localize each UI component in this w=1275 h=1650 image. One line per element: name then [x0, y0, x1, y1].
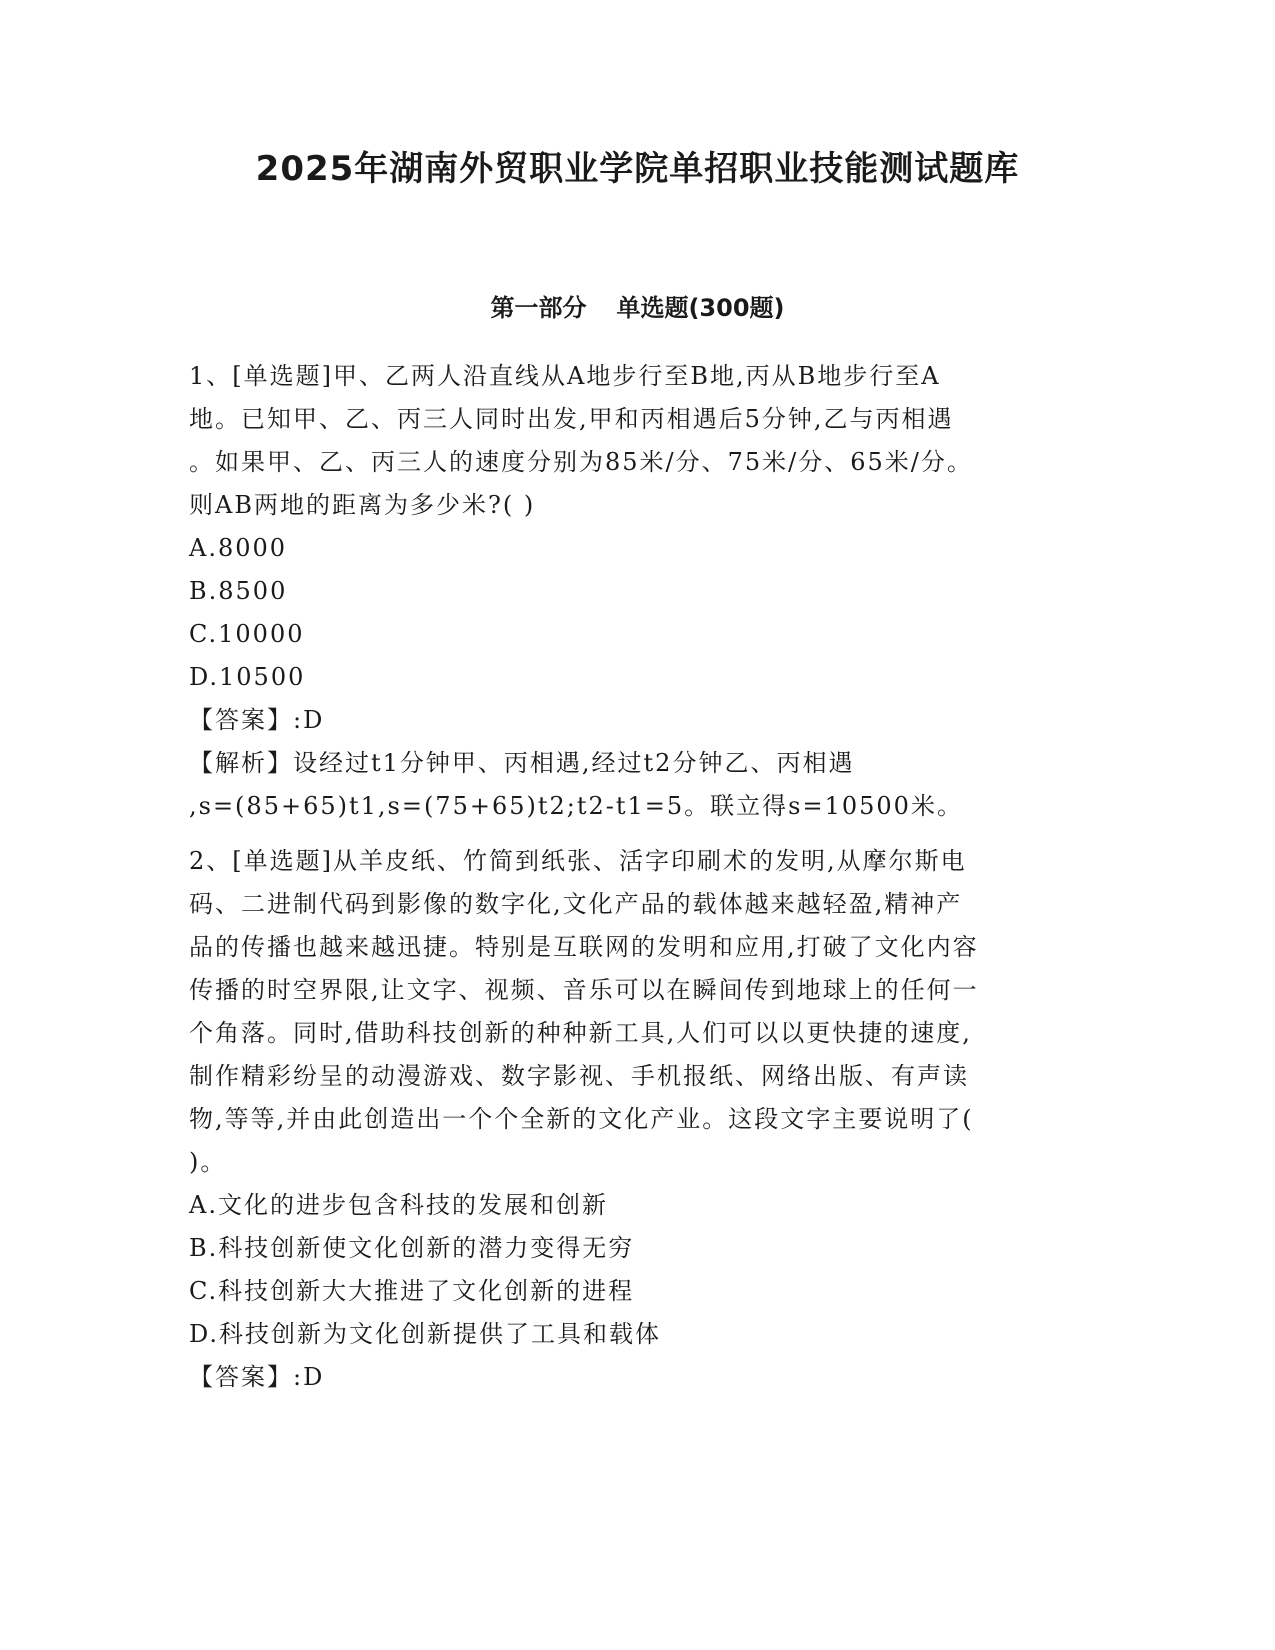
document-title: 2025年湖南外贸职业学院单招职业技能测试题库	[255, 149, 1020, 189]
explanation-line: ,s=(85+65)t1,s=(75+65)t2;t2-t1=5。联立得s=10500米。	[189, 792, 963, 820]
option-d: D.10500	[189, 663, 306, 691]
answer-label: 【答案】	[189, 1363, 293, 1391]
question-list	[189, 355, 1089, 1399]
option-b: B.科技创新使文化创新的潜力变得无穷	[189, 1234, 635, 1262]
answer-label: 【答案】	[189, 706, 293, 734]
option-c: C.10000	[189, 620, 305, 648]
question-2	[189, 840, 1089, 1399]
section-part: 第一部分	[490, 294, 587, 322]
option-c: C.科技创新大大推进了文化创新的进程	[189, 1277, 635, 1305]
answer-line	[189, 699, 1089, 742]
question-stem-line: 2、[单选题]从羊皮纸、竹简到纸张、活字印刷术的发明,从摩尔斯电	[189, 847, 967, 875]
question-stem-line: 制作精彩纷呈的动漫游戏、数字影视、手机报纸、网络出版、有声读	[189, 1062, 969, 1090]
option-d: D.科技创新为文化创新提供了工具和载体	[189, 1320, 662, 1348]
question-stem-line: 个角落。同时,借助科技创新的种种新工具,人们可以以更快捷的速度,	[189, 1019, 972, 1047]
section-name: 单选题(300题)	[616, 294, 785, 322]
question-stem-line: 物,等等,并由此创造出一个个全新的文化产业。这段文字主要说明了(	[189, 1105, 974, 1133]
explanation-label: 【解析】	[189, 749, 293, 777]
explanation-text: 设经过t1分钟甲、丙相遇,经过t2分钟乙、丙相遇	[293, 749, 855, 777]
question-1	[189, 355, 1089, 828]
explanation-line	[189, 742, 1089, 785]
answer-value: :D	[293, 1363, 325, 1391]
question-stem-line: 码、二进制代码到影像的数字化,文化产品的载体越来越轻盈,精神产	[189, 890, 963, 918]
question-stem-line: 1、[单选题]甲、乙两人沿直线从A地步行至B地,丙从B地步行至A	[189, 362, 941, 390]
section-title	[0, 291, 1275, 325]
option-a: A.文化的进步包含科技的发展和创新	[189, 1191, 608, 1219]
answer-line	[189, 1356, 1089, 1399]
question-stem-line: )。	[189, 1148, 227, 1176]
question-stem-line: 。如果甲、乙、丙三人的速度分别为85米/分、75米/分、65米/分。	[189, 448, 973, 476]
question-stem-line: 地。已知甲、乙、丙三人同时出发,甲和丙相遇后5分钟,乙与丙相遇	[189, 405, 954, 433]
question-stem-line: 品的传播也越来越迅捷。特别是互联网的发明和应用,打破了文化内容	[189, 933, 979, 961]
option-a: A.8000	[189, 534, 288, 562]
option-b: B.8500	[189, 577, 288, 605]
question-stem-line: 传播的时空界限,让文字、视频、音乐可以在瞬间传到地球上的任何一	[189, 976, 979, 1004]
question-stem-line: 则AB两地的距离为多少米?( )	[189, 491, 536, 519]
answer-value: :D	[293, 706, 325, 734]
